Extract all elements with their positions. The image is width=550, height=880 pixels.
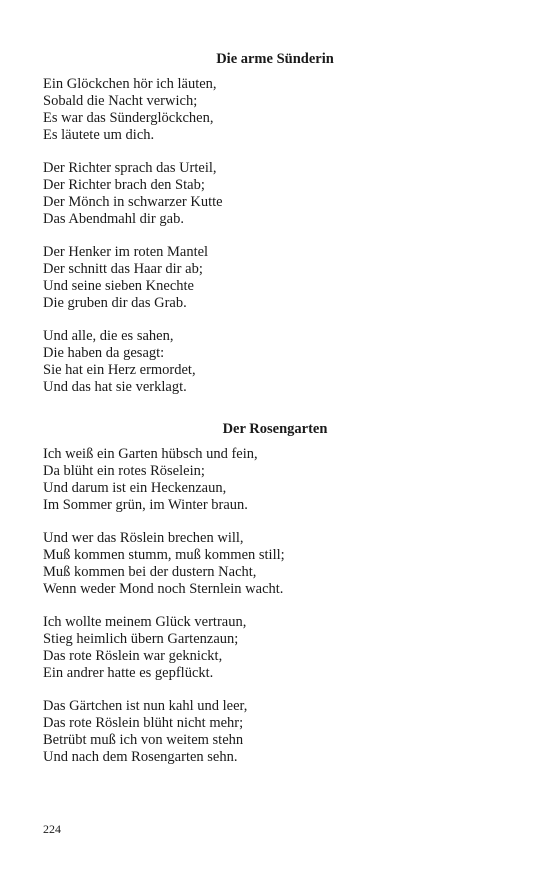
verse-line: Und alle, die es sahen,: [43, 328, 174, 344]
stanza: [43, 160, 223, 228]
verse-line: Im Sommer grün, im Winter braun.: [43, 497, 248, 513]
verse-line: Es war das Sünderglöckchen,: [43, 110, 214, 126]
verse-line: Die gruben dir das Grab.: [43, 295, 187, 311]
poem-title: Der Rosengarten: [222, 421, 328, 437]
page-number: 224: [43, 822, 61, 836]
verse-line: Wenn weder Mond noch Sternlein wacht.: [43, 581, 284, 597]
verse-line: Und seine sieben Knechte: [43, 278, 194, 294]
verse-line: Das rote Röslein war geknickt,: [43, 648, 223, 664]
verse-line: Der Mönch in schwarzer Kutte: [43, 194, 223, 210]
verse-line: Es läutete um dich.: [43, 127, 155, 143]
verse-line: Und das hat sie verklagt.: [43, 379, 187, 395]
verse-line: Die haben da gesagt:: [43, 345, 165, 361]
stanza: [43, 530, 285, 598]
verse-line: Stieg heimlich übern Gartenzaun;: [43, 631, 239, 647]
stanza: [43, 328, 196, 396]
verse-line: Ich wollte meinem Glück vertraun,: [43, 614, 247, 630]
verse-line: Ein andrer hatte es gepflückt.: [43, 665, 214, 681]
verse-line: Der Richter sprach das Urteil,: [43, 160, 217, 176]
verse-line: Muß kommen bei der dustern Nacht,: [43, 564, 257, 580]
poem-title: Die arme Sünderin: [216, 51, 334, 67]
verse-line: Ich weiß ein Garten hübsch und fein,: [43, 446, 258, 462]
verse-line: Das rote Röslein blüht nicht mehr;: [43, 715, 244, 731]
verse-line: Sie hat ein Herz ermordet,: [43, 362, 196, 378]
verse-line: Der Richter brach den Stab;: [43, 177, 205, 193]
stanza: [43, 446, 258, 514]
stanza: [43, 698, 247, 766]
verse-line: Und wer das Röslein brechen will,: [43, 530, 244, 546]
verse-line: Betrübt muß ich von weitem stehn: [43, 732, 244, 748]
verse-line: Der schnitt das Haar dir ab;: [43, 261, 203, 277]
stanza: [43, 244, 208, 312]
verse-line: Muß kommen stumm, muß kommen still;: [43, 547, 285, 563]
verse-line: Und nach dem Rosengarten sehn.: [43, 749, 238, 765]
verse-line: Sobald die Nacht verwich;: [43, 93, 198, 109]
stanza: [43, 614, 246, 682]
stanza: [43, 76, 217, 144]
verse-line: Und darum ist ein Heckenzaun,: [43, 480, 227, 496]
verse-line: Das Abendmahl dir gab.: [43, 211, 184, 227]
verse-line: Das Gärtchen ist nun kahl und leer,: [43, 698, 248, 714]
verse-line: Da blüht ein rotes Röselein;: [43, 463, 205, 479]
verse-line: Der Henker im roten Mantel: [43, 244, 209, 260]
verse-line: Ein Glöckchen hör ich läuten,: [43, 76, 217, 92]
